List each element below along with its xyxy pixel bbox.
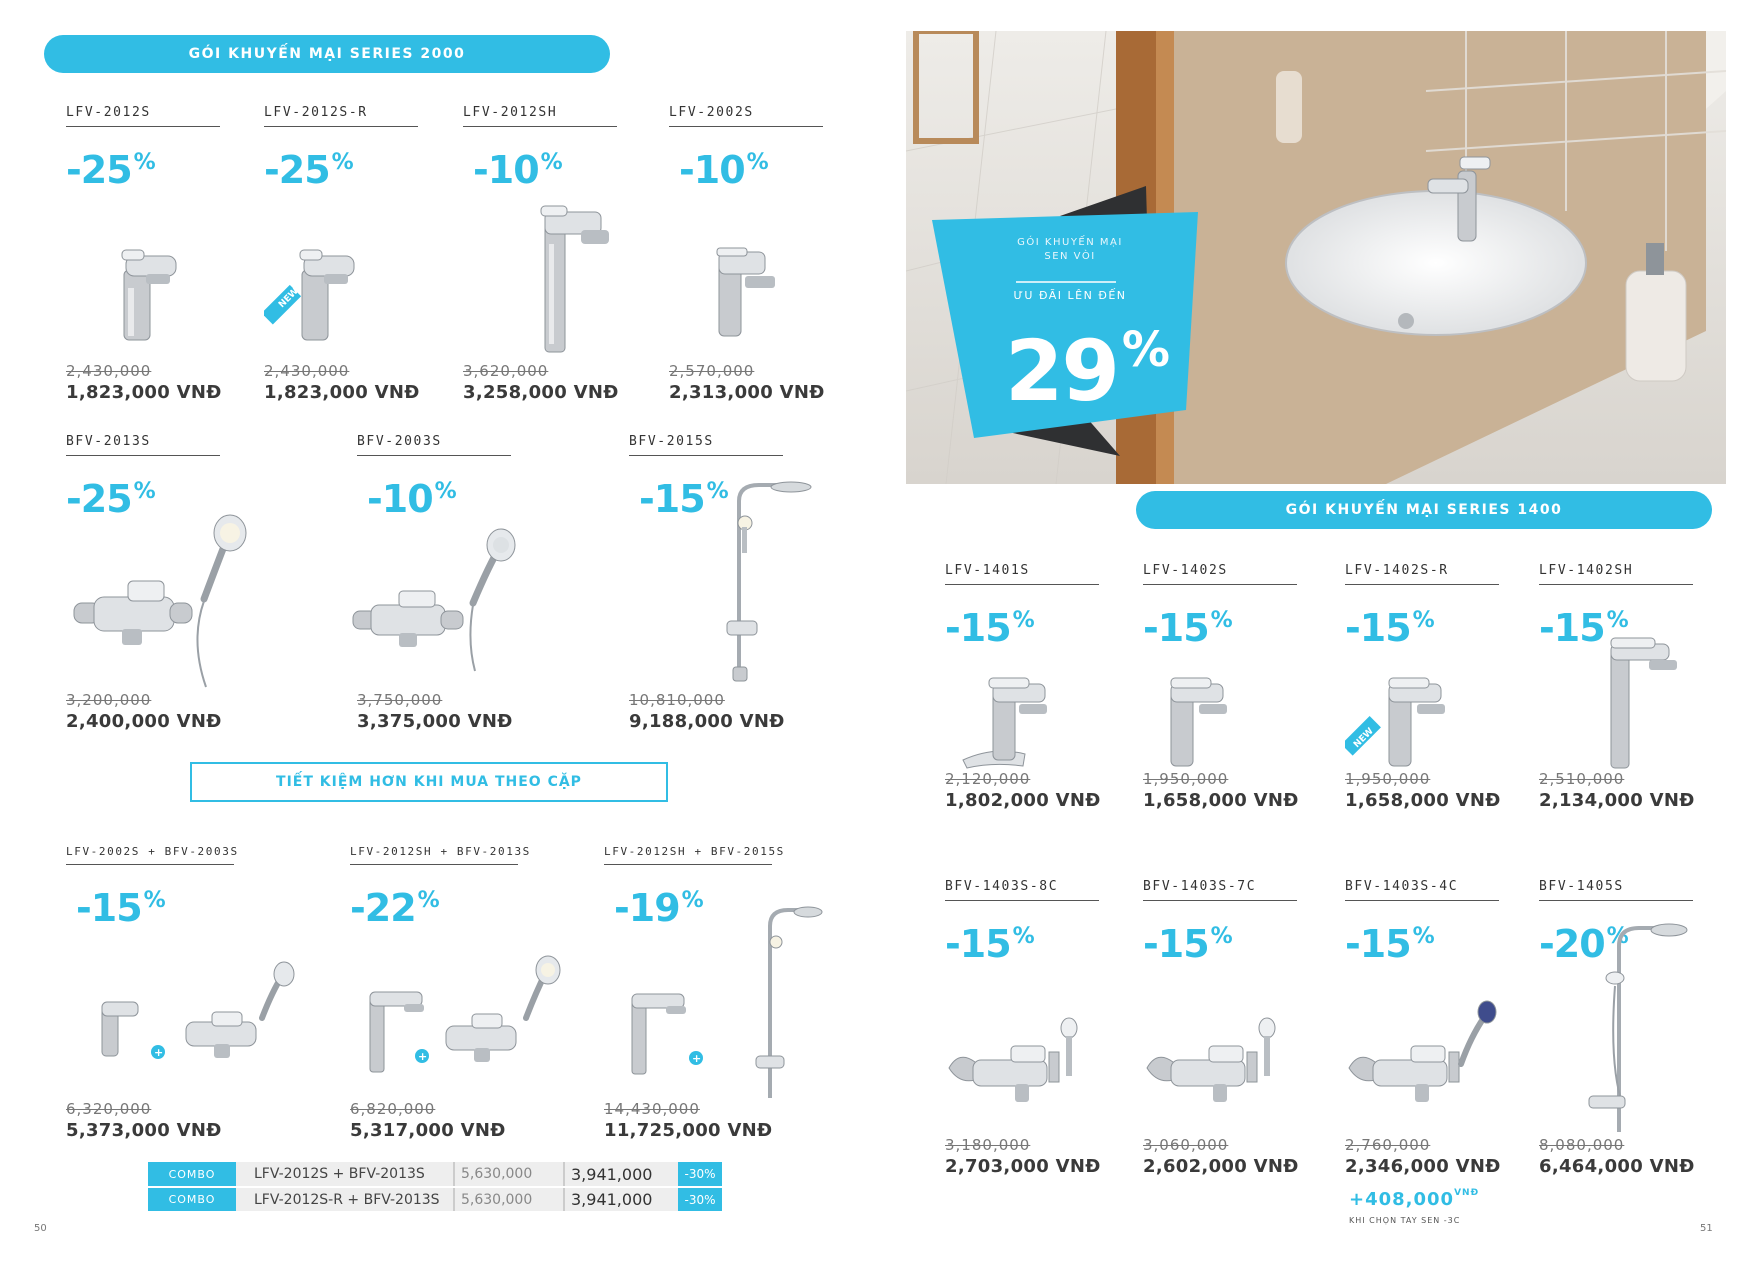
bonus-offer <box>1349 1188 1479 1225</box>
combo-discount: -30% <box>678 1187 722 1212</box>
discount-label: -10% <box>367 477 456 521</box>
old-price: 6,320,000 <box>66 1100 152 1118</box>
promo-heading <box>990 236 1150 264</box>
product-code: BFV-1403S-8C <box>945 879 1099 901</box>
sale-price: 1,823,000 VNĐ <box>264 382 420 403</box>
combo-price: 3,941,000 <box>564 1162 678 1187</box>
svg-text:+: + <box>692 1052 702 1065</box>
old-price: 14,430,000 <box>604 1100 700 1118</box>
product-code: LFV-2012S-R <box>264 105 418 127</box>
old-price: 3,060,000 <box>1143 1136 1229 1154</box>
bath-mixer-hand-shower-image <box>1345 966 1515 1136</box>
svg-text:+: + <box>154 1046 164 1059</box>
old-price: 2,760,000 <box>1345 1136 1431 1154</box>
old-price: 3,620,000 <box>463 362 549 380</box>
discount-label: -20% <box>1539 922 1628 966</box>
promo-value: 29% <box>1005 322 1168 420</box>
product-bfv-1405s[interactable] <box>1539 879 1709 1177</box>
product-code: BFV-2015S <box>629 434 783 456</box>
product-bfv-1403s-8c[interactable] <box>945 879 1115 1177</box>
product-lfv-1401s[interactable] <box>945 563 1115 811</box>
product-lfv-1402s[interactable] <box>1143 563 1313 811</box>
product-bfv-1403s-7c[interactable] <box>1143 879 1313 1177</box>
old-price: 3,750,000 <box>357 691 443 709</box>
sale-price: 2,602,000 VNĐ <box>1143 1156 1299 1177</box>
tall-basin-faucet-image <box>1539 650 1709 770</box>
product-code: LFV-1402S <box>1143 563 1297 585</box>
discount-label: -15% <box>1143 606 1232 650</box>
discount-label: -15% <box>945 606 1034 650</box>
product-code: LFV-1402S-R <box>1345 563 1499 585</box>
old-price: 1,950,000 <box>1143 770 1229 788</box>
new-badge: NEW <box>277 286 301 311</box>
sale-price: 2,346,000 VNĐ <box>1345 1156 1501 1177</box>
product-code: LFV-1402SH <box>1539 563 1693 585</box>
discount-label: -15% <box>1345 922 1434 966</box>
old-price: 2,570,000 <box>669 362 755 380</box>
discount-label: -15% <box>639 477 728 521</box>
page-number-right: 51 <box>1700 1223 1713 1234</box>
product-code: BFV-1403S-7C <box>1143 879 1297 901</box>
sale-price: 9,188,000 VNĐ <box>629 711 785 732</box>
old-price: 2,430,000 <box>66 362 152 380</box>
discount-label: -15% <box>1143 922 1232 966</box>
combo-name: LFV-2012S-R + BFV-2013S <box>236 1187 454 1212</box>
sale-price: 3,258,000 VNĐ <box>463 382 619 403</box>
product-code: LFV-2012SH + BFV-2013S <box>350 845 518 865</box>
sale-price: 2,313,000 VNĐ <box>669 382 825 403</box>
old-price: 3,180,000 <box>945 1136 1031 1154</box>
sale-price: 6,464,000 VNĐ <box>1539 1156 1695 1177</box>
discount-label: -15% <box>1539 606 1628 650</box>
product-code: LFV-2012SH <box>463 105 617 127</box>
sale-price: 2,134,000 VNĐ <box>1539 790 1695 811</box>
basin-faucet-image <box>945 650 1115 770</box>
combo-name: LFV-2012S + BFV-2013S <box>236 1162 454 1187</box>
product-code: BFV-2003S <box>357 434 511 456</box>
new-badge: NEW <box>1352 726 1376 751</box>
product-code: BFV-1405S <box>1539 879 1693 901</box>
discount-label: -25% <box>264 148 353 192</box>
promo-line-2: SEN VÒI <box>1044 251 1096 262</box>
old-price: 8,080,000 <box>1539 1136 1625 1154</box>
sale-price: 1,802,000 VNĐ <box>945 790 1101 811</box>
sale-price: 2,400,000 VNĐ <box>66 711 222 732</box>
old-price: 2,430,000 <box>264 362 350 380</box>
discount-label: -15% <box>76 886 165 930</box>
combo-old-price: 5,630,000 <box>454 1187 564 1212</box>
product-code: LFV-2012SH + BFV-2015S <box>604 845 772 865</box>
combo-label: COMBO <box>148 1187 236 1212</box>
sale-price: 5,317,000 VNĐ <box>350 1120 506 1141</box>
sale-price: 1,823,000 VNĐ <box>66 382 222 403</box>
series-2000-banner: GÓI KHUYẾN MẠI SERIES 2000 <box>44 35 610 73</box>
discount-label: -19% <box>614 886 703 930</box>
discount-label: -25% <box>66 477 155 521</box>
old-price: 2,120,000 <box>945 770 1031 788</box>
bonus-value: $+408,000^{VNĐ}$ <box>1349 1188 1480 1210</box>
discount-label: -22% <box>350 886 439 930</box>
old-price: 10,810,000 <box>629 691 725 709</box>
combo-old-price: 5,630,000 <box>454 1162 564 1187</box>
combo-discount: -30% <box>678 1162 722 1187</box>
bonus-caption: KHI CHỌN TAY SEN -3C <box>1349 1216 1461 1225</box>
product-code: BFV-1403S-4C <box>1345 879 1499 901</box>
bath-mixer-hand-shower-image <box>1143 966 1313 1136</box>
page-number-left: 50 <box>34 1223 47 1234</box>
discount-label: -25% <box>66 148 155 192</box>
promo-line-1: GÓI KHUYẾN MẠI <box>1017 237 1123 248</box>
series-1400-banner: GÓI KHUYẾN MẠI SERIES 1400 <box>1136 491 1712 529</box>
discount-label: -15% <box>1345 606 1434 650</box>
old-price: 1,950,000 <box>1345 770 1431 788</box>
sale-price: 11,725,000 VNĐ <box>604 1120 773 1141</box>
shower-column-image <box>1539 966 1709 1136</box>
product-code: LFV-2012S <box>66 105 220 127</box>
discount-label: -15% <box>945 922 1034 966</box>
sale-price: 1,658,000 VNĐ <box>1345 790 1501 811</box>
old-price: 3,200,000 <box>66 691 152 709</box>
product-code: LFV-1401S <box>945 563 1099 585</box>
discount-label: -10% <box>473 148 562 192</box>
combo-price: 3,941,000 <box>564 1187 678 1212</box>
product-lfv-1402sh[interactable] <box>1539 563 1709 811</box>
pair-savings-heading: TIẾT KIỆM HƠN KHI MUA THEO CẶP <box>190 762 668 802</box>
product-code: LFV-2002S + BFV-2003S <box>66 845 234 865</box>
bath-mixer-hand-shower-image <box>945 966 1115 1136</box>
sale-price: 1,658,000 VNĐ <box>1143 790 1299 811</box>
sale-price: 5,373,000 VNĐ <box>66 1120 222 1141</box>
sale-price: 2,703,000 VNĐ <box>945 1156 1101 1177</box>
product-bfv-1403s-4c[interactable] <box>1345 879 1515 1177</box>
sale-price: 3,375,000 VNĐ <box>357 711 513 732</box>
svg-text:+: + <box>418 1050 428 1063</box>
discount-label: -10% <box>679 148 768 192</box>
basin-faucet-image <box>1345 650 1515 770</box>
product-code: BFV-2013S <box>66 434 220 456</box>
old-price: 6,820,000 <box>350 1100 436 1118</box>
basin-faucet-image <box>1143 650 1313 770</box>
old-price: 2,510,000 <box>1539 770 1625 788</box>
product-code: LFV-2002S <box>669 105 823 127</box>
combo-label: COMBO <box>148 1162 236 1187</box>
promo-subheading: ƯU ĐÃI LÊN ĐẾN <box>1013 289 1127 302</box>
product-lfv-1402s-r[interactable] <box>1345 563 1515 811</box>
